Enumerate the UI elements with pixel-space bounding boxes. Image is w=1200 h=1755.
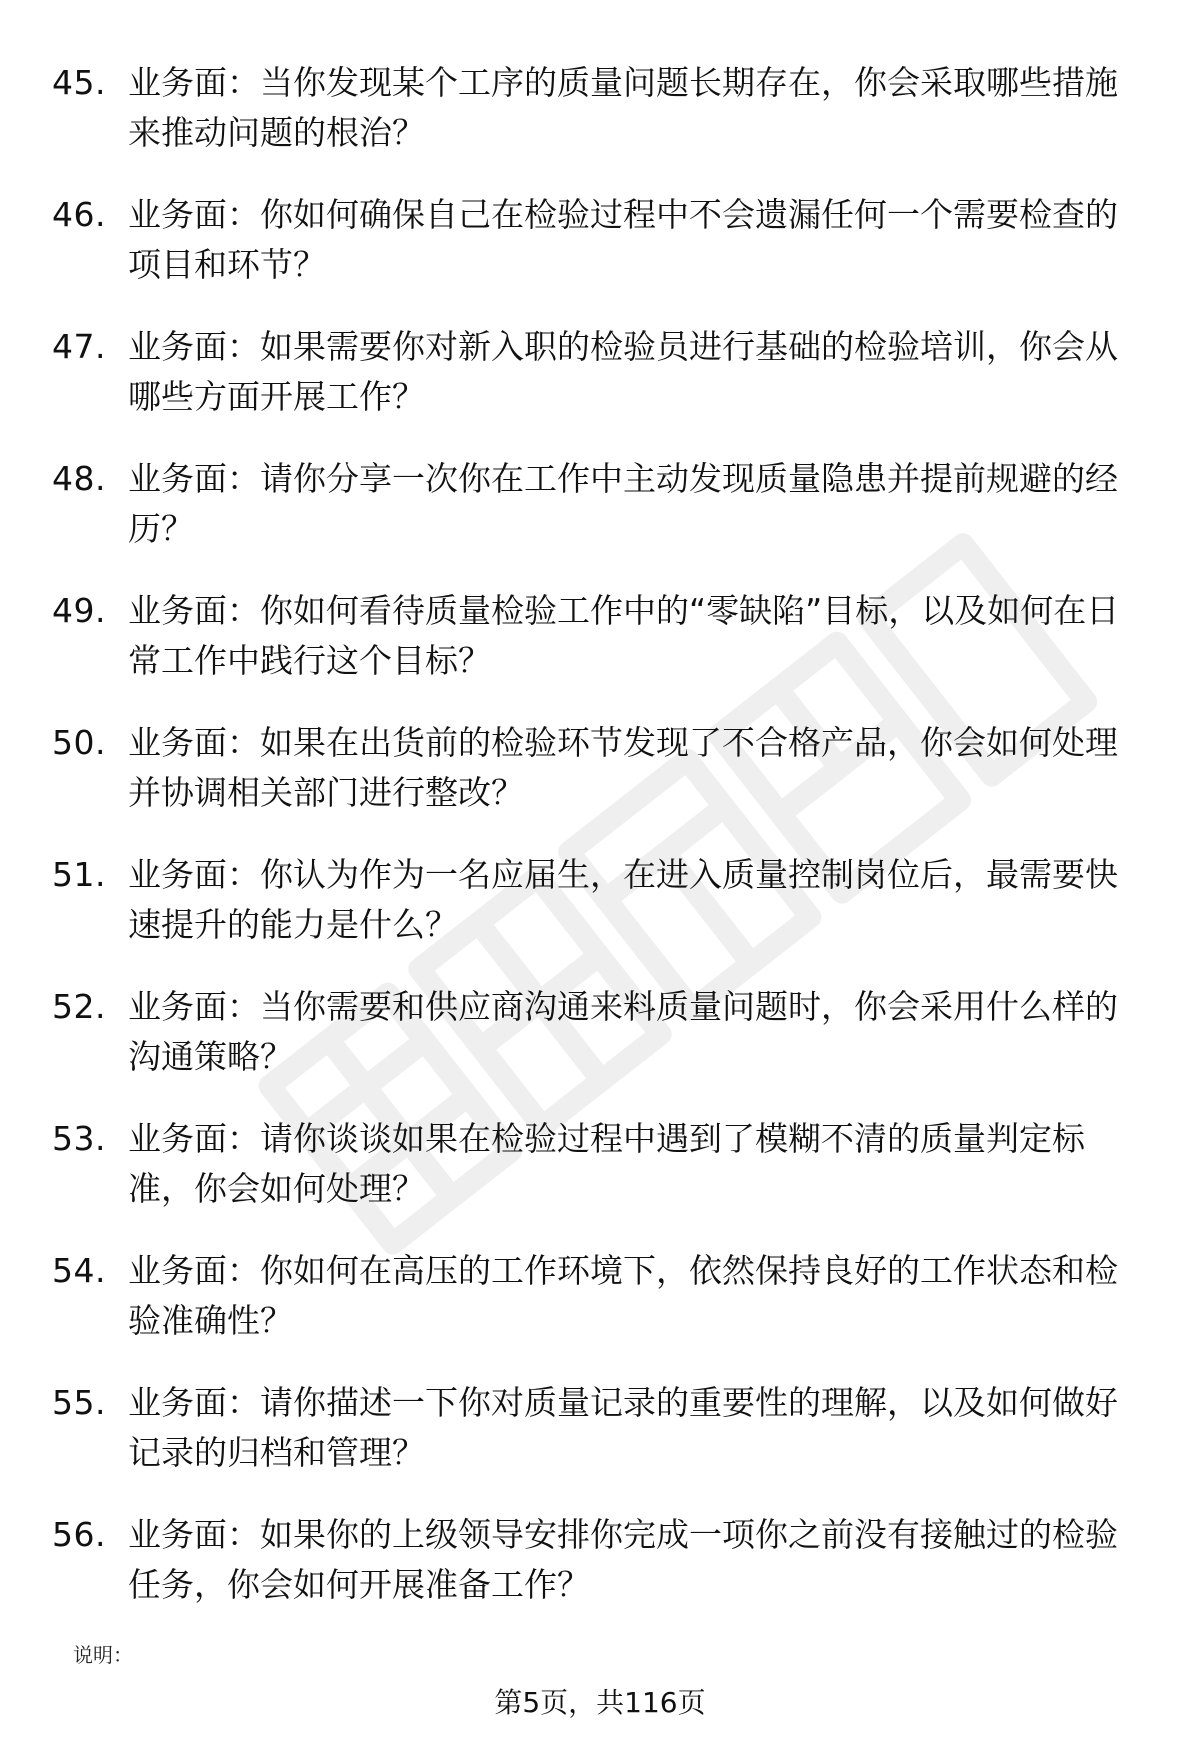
question-text: 业务面：如果在出货前的检验环节发现了不合格产品，你会如何处理并协调相关部门进行整改？: [128, 723, 1118, 812]
question-text: 业务面：你如何看待质量检验工作中的“零缺陷”目标，以及如何在日常工作中践行这个目标？: [128, 591, 1120, 680]
question-number: 47.: [52, 327, 106, 366]
question-text: 业务面：如果需要你对新入职的检验员进行基础的检验培训，你会从哪些方面开展工作？: [128, 327, 1118, 416]
question-number: 48.: [52, 459, 106, 498]
question-number: 53.: [52, 1119, 106, 1158]
question-item: [52, 1114, 1152, 1246]
question-item: [52, 982, 1152, 1114]
question-item: [52, 586, 1152, 718]
question-item: [52, 1510, 1152, 1642]
question-item: [52, 190, 1152, 322]
question-item: [52, 322, 1152, 454]
question-text: 业务面：当你发现某个工序的质量问题长期存在，你会采取哪些措施来推动问题的根治？: [128, 63, 1118, 152]
question-text: 业务面：如果你的上级领导安排你完成一项你之前没有接触过的检验任务，你会如何开展准备工作？: [128, 1515, 1118, 1604]
question-number: 45.: [52, 63, 106, 102]
question-list: [52, 58, 1152, 1642]
question-number: 49.: [52, 591, 106, 630]
question-item: [52, 1378, 1152, 1510]
question-item: [52, 1246, 1152, 1378]
question-item: [52, 58, 1152, 190]
question-item: [52, 850, 1152, 982]
question-text: 业务面：请你分享一次你在工作中主动发现质量隐患并提前规避的经历？: [128, 459, 1118, 548]
question-text: 业务面：你如何确保自己在检验过程中不会遗漏任何一个需要检查的项目和环节？: [128, 195, 1118, 284]
note-label: 说明：: [73, 1643, 133, 1667]
question-number: 50.: [52, 723, 106, 762]
question-item: [52, 718, 1152, 850]
question-number: 52.: [52, 987, 106, 1026]
question-number: 46.: [52, 195, 106, 234]
question-text: 业务面：请你谈谈如果在检验过程中遇到了模糊不清的质量判定标准，你会如何处理？: [128, 1119, 1085, 1208]
page-footer: 第5页，共116页: [494, 1686, 706, 1719]
question-number: 55.: [52, 1383, 106, 1422]
question-item: [52, 454, 1152, 586]
question-text: 业务面：你如何在高压的工作环境下，依然保持良好的工作状态和检验准确性？: [128, 1251, 1118, 1340]
question-number: 51.: [52, 855, 106, 894]
question-number: 56.: [52, 1515, 106, 1554]
question-number: 54.: [52, 1251, 106, 1290]
question-text: 业务面：你认为作为一名应届生，在进入质量控制岗位后，最需要快速提升的能力是什么？: [128, 855, 1118, 944]
question-text: 业务面：请你描述一下你对质量记录的重要性的理解，以及如何做好记录的归档和管理？: [128, 1383, 1118, 1472]
question-text: 业务面：当你需要和供应商沟通来料质量问题时，你会采用什么样的沟通策略？: [128, 987, 1118, 1076]
